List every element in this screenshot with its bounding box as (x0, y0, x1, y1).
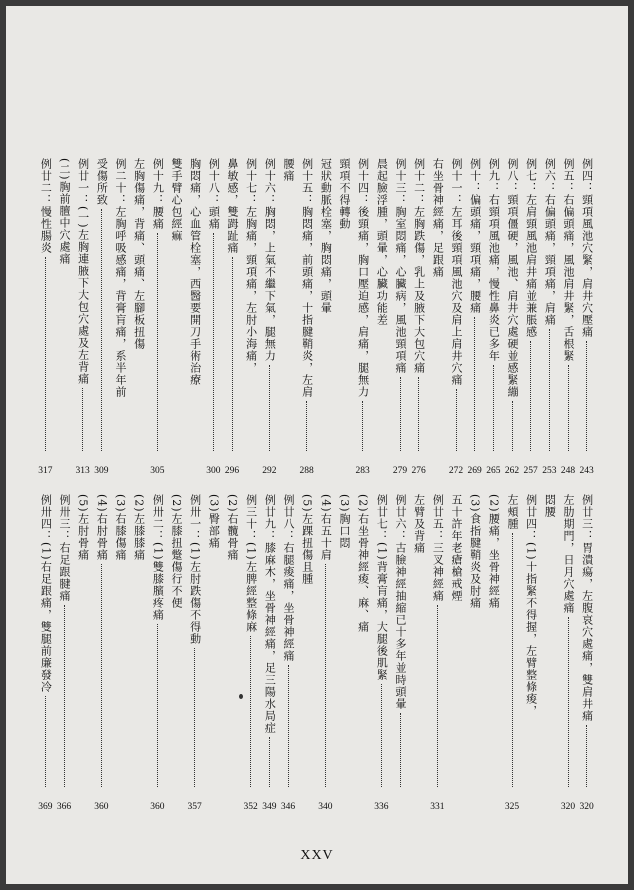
toc-entry-title: 五十許年老瘡槍戒煙 (450, 494, 463, 602)
toc-entry-title: 雙手臂心包經痲 (170, 158, 183, 242)
dot-leader (101, 564, 102, 787)
toc-entry (467, 494, 483, 790)
toc-entry-title: (3)臀部痛 (207, 494, 221, 549)
dot-leader (45, 257, 46, 451)
toc-entry (37, 494, 53, 790)
toc-entry-title: 例廿九：膝麻木，坐骨神經痛，足三陽水局症 (263, 494, 277, 734)
toc-entry (355, 494, 371, 790)
toc-entry (429, 158, 445, 454)
toc-page-number: 336 (374, 802, 389, 812)
toc-entry-title: 例二十：左胸呼吸感痛，背膏肓痛，系半年前 (114, 158, 127, 398)
toc-entry-title: 例四：頸項風池穴緊，肩井穴壓痛 (580, 158, 594, 338)
toc-entry-title: 例十三：胸室悶痛，心臟病，風池頸項痛 (394, 158, 407, 374)
toc-page-number: 283 (355, 466, 370, 476)
toc-page-number: 257 (523, 466, 538, 476)
toc-entry-title: (2)右髖骨痛 (226, 494, 239, 561)
dot-leader (512, 533, 513, 787)
toc-entry-title: 鼻敏感，雙𧿹趾痛 (226, 158, 239, 254)
dot-leader (549, 329, 550, 451)
toc-page-number: 325 (504, 802, 520, 812)
dot-leader (64, 605, 65, 787)
toc-page-number: 331 (430, 802, 445, 812)
toc-entry (93, 158, 109, 454)
toc-entry (56, 158, 72, 454)
toc-entry (168, 158, 184, 454)
toc-entry-title: 例十六：胸悶，上氣不繼下氣，腿無力 (263, 158, 277, 362)
toc-page-number: 300 (206, 466, 221, 476)
toc-entry (392, 494, 408, 790)
toc-page-number: 340 (318, 802, 333, 812)
toc-entry-title: 例廿七：(1)背膏肓痛，大腿後肌緊 (375, 494, 389, 681)
dot-leader (213, 233, 214, 451)
toc-entry (205, 158, 221, 454)
toc-entry (411, 494, 427, 790)
toc-entry-title: (2)左膝扭蹩傷行不便 (170, 494, 183, 609)
toc-entry-title: 例廿四：(1)十指緊不得握，左臂整條痠， (524, 494, 538, 717)
toc-lower-section (36, 494, 596, 812)
toc-entry-title: 左肋期門，日月穴處痛 (562, 494, 575, 614)
toc-page-number: 357 (187, 802, 202, 812)
toc-entry-title: 例十一：左耳後頸項風池穴及肩上肩井穴痛 (450, 158, 463, 386)
toc-entry (504, 158, 520, 454)
toc-entry-title: 例八：頸項僵硬，風池、肩井穴處硬並感緊繃 (506, 158, 519, 398)
toc-entry-title: (4)右五十肩 (319, 494, 333, 561)
toc-page-number: 313 (75, 466, 90, 476)
toc-page-number: 309 (94, 466, 109, 476)
toc-entry-title: 例九：右頸項風池痛，慢性鼻炎已多年 (487, 158, 501, 362)
toc-entry-title: 例廿一：(一)左胸連腋下大包穴處及左背痛 (76, 158, 90, 385)
toc-entry (560, 158, 576, 454)
toc-entry-title: 冠狀動脈栓塞，胸悶痛，頭暈 (319, 158, 333, 314)
toc-entry (205, 494, 221, 790)
page-folio: XXV (300, 848, 334, 863)
toc-entry (541, 494, 557, 790)
toc-entry-title: (二)胸前膻中穴處痛 (58, 158, 71, 265)
dot-leader (400, 377, 401, 451)
toc-page-number: 320 (579, 802, 594, 812)
toc-entry-title: 左臂及背痛 (412, 494, 426, 554)
toc-entry (280, 494, 296, 790)
dot-leader (269, 365, 270, 451)
toc-entry-title: 例廿五：三叉神經痛 (431, 494, 445, 602)
toc-entry (485, 158, 501, 454)
toc-entry (75, 158, 91, 454)
toc-entry (280, 158, 296, 454)
toc-entry (504, 494, 520, 790)
toc-entry-title: (2)右坐骨神經痠、麻、痛 (356, 494, 370, 633)
toc-page-number: 369 (38, 802, 53, 812)
toc-entry-title: 例廿八：右腿痠痛，坐骨神經痛 (282, 494, 295, 662)
toc-entry-title: 例卅一：(1)左肘跌傷不得動 (188, 494, 202, 645)
toc-entry (373, 158, 389, 454)
toc-page-number: 253 (542, 466, 557, 476)
toc-entry (523, 158, 539, 454)
toc-entry (243, 494, 259, 790)
toc-entry (187, 494, 203, 790)
ink-speck (239, 694, 243, 699)
dot-leader (232, 257, 233, 451)
toc-page-number: 279 (392, 466, 408, 476)
toc-page-number: 366 (56, 802, 72, 812)
dot-leader (493, 365, 494, 451)
toc-entry-title: 例卅四：(1)右足跟痛，雙腿前廉發冷 (39, 494, 53, 693)
toc-entry (579, 158, 595, 454)
toc-entry-title: (4)右肘骨痛 (95, 494, 109, 561)
toc-page-number: 262 (504, 466, 520, 476)
toc-entry (317, 158, 333, 454)
dot-leader (362, 401, 363, 451)
toc-entry (93, 494, 109, 790)
toc-entry (373, 494, 389, 790)
dot-leader (45, 696, 46, 787)
dot-leader (157, 624, 158, 787)
toc-entry-title: 例廿二：慢性腸炎 (39, 158, 53, 254)
toc-entry-title: 例三十：(1)左脾經整條麻 (244, 494, 258, 633)
toc-entry (392, 158, 408, 454)
toc-entry (243, 158, 259, 454)
toc-entry (299, 158, 315, 454)
toc-page-number: 346 (280, 802, 296, 812)
dot-leader (568, 617, 569, 787)
dot-leader (82, 388, 83, 451)
toc-entry-title: 受傷所致 (95, 158, 109, 206)
toc-entry-title: 例十五：胸悶痛，前頭痛，十指腱鞘炎，左肩 (300, 158, 314, 398)
toc-page-number: 269 (467, 466, 482, 476)
toc-page-number: 317 (38, 466, 53, 476)
toc-page-number: 305 (150, 466, 165, 476)
dot-leader (437, 605, 438, 787)
toc-entry-title: (5)左踝扭傷且腫 (300, 494, 314, 585)
dot-leader (250, 636, 251, 787)
toc-entry-title: 例卅三：右足跟腱痛 (58, 494, 71, 602)
toc-entry-title: 悶腰 (543, 494, 557, 518)
dot-leader (456, 389, 457, 451)
toc-entry (411, 158, 427, 454)
dot-leader (269, 737, 270, 787)
dot-leader (586, 341, 587, 451)
dot-leader (157, 233, 158, 451)
toc-upper-section (36, 158, 596, 476)
toc-entry-title: 左胸傷痛，背痛、頭痛、左腳板扭傷 (132, 158, 146, 350)
toc-entry (579, 494, 595, 790)
toc-page-number: 265 (486, 466, 501, 476)
toc-entry (56, 494, 72, 790)
toc-page-number: 276 (411, 466, 426, 476)
toc-page-number: 292 (262, 466, 277, 476)
toc-entry-title: (3)胸口悶 (338, 494, 351, 549)
toc-entry (149, 494, 165, 790)
dot-leader (194, 648, 195, 787)
toc-entry (429, 494, 445, 790)
toc-entry-title: 晨起臉浮腫，頭暈，心臟功能差 (375, 158, 389, 326)
toc-entry (75, 494, 91, 790)
toc-entry (37, 158, 53, 454)
toc-entry-title: 例十四：後頸痛，胸口壓迫感，肩痛，腿無力 (356, 158, 370, 398)
toc-entry-title: 例六：右偏頭痛，頸項痛，肩痛 (543, 158, 557, 326)
toc-page-number: 296 (224, 466, 240, 476)
toc-page-number: 243 (579, 466, 594, 476)
toc-entry-title: (3)食指腱鞘炎及肘痛 (468, 494, 482, 609)
toc-entry (317, 494, 333, 790)
toc-entry-title: (2)腰痛，坐骨神經痛 (487, 494, 501, 609)
toc-entry (168, 494, 184, 790)
toc-entry-title: 例十九：腰痛 (151, 158, 165, 230)
toc-entry (523, 494, 539, 790)
dot-leader (474, 317, 475, 451)
toc-entry (112, 158, 128, 454)
dot-leader (530, 341, 531, 451)
toc-page-number: 320 (560, 802, 576, 812)
toc-entry-title: 胸悶痛，心血管栓塞，西醫要開刀手術治療 (188, 158, 202, 386)
toc-entry-title: 例十七：左胸痛，頸項痛，左肘小海痛， (244, 158, 258, 374)
toc-entry-title: 左頰腫 (506, 494, 519, 530)
toc-entry-title: (3)右膝傷痛 (114, 494, 127, 561)
toc-entry (299, 494, 315, 790)
toc-page-number: 288 (299, 466, 314, 476)
toc-entry-title: 腰痛 (282, 158, 295, 182)
toc-entry-title: 例五：右偏頭痛，風池肩井緊，舌根緊 (562, 158, 575, 362)
toc-page-number: 360 (94, 802, 109, 812)
toc-page-number: 272 (448, 466, 464, 476)
toc-entry (560, 494, 576, 790)
toc-entry-title: 例廿三：胃潰瘍，左腹哀穴處痛，雙肩井痛 (580, 494, 594, 722)
book-page (6, 6, 628, 884)
toc-entry (355, 158, 371, 454)
toc-entry-title: 例十八：頭痛 (207, 158, 221, 230)
toc-entry-title: 例七：左肩頸風池肩井痛並兼脹感 (524, 158, 538, 338)
toc-entry-title: 頸項不得轉動 (338, 158, 351, 230)
toc-entry-title: 例十二：左胸跌傷，乳上及腋下大包穴痛 (412, 158, 426, 374)
dot-leader (306, 401, 307, 451)
toc-entry (224, 494, 240, 790)
toc-entry (131, 158, 147, 454)
toc-entry (336, 494, 352, 790)
toc-entry (485, 494, 501, 790)
dot-leader (381, 684, 382, 787)
toc-entry (448, 494, 464, 790)
toc-entry-title: (2)左膝膝痛 (132, 494, 146, 561)
toc-entry (112, 494, 128, 790)
toc-entry (149, 158, 165, 454)
toc-page-number: 248 (560, 466, 576, 476)
toc-entry-title: 例卅二：(1)雙膝臏疼痛 (151, 494, 165, 621)
toc-entry (336, 158, 352, 454)
dot-leader (400, 713, 401, 787)
toc-page-number: 352 (243, 802, 258, 812)
toc-entry (261, 158, 277, 454)
toc-entry (224, 158, 240, 454)
dot-leader (418, 377, 419, 451)
dot-leader (568, 365, 569, 451)
toc-entry (131, 494, 147, 790)
dot-leader (586, 725, 587, 787)
toc-entry (261, 494, 277, 790)
toc-entry-title: 右坐骨神經痛，足跟痛 (431, 158, 445, 278)
toc-entry (467, 158, 483, 454)
toc-entry (187, 158, 203, 454)
toc-entry (541, 158, 557, 454)
toc-entry-title: 例十：偏頭痛，頸項痛，腰痛 (468, 158, 482, 314)
dot-leader (101, 209, 102, 451)
dot-leader (288, 665, 289, 787)
toc-page-number: 349 (262, 802, 277, 812)
toc-entry (448, 158, 464, 454)
toc-entry-title: (5)左肘骨痛 (76, 494, 90, 561)
toc-page-number: 360 (150, 802, 165, 812)
dot-leader (325, 564, 326, 787)
dot-leader (512, 401, 513, 451)
toc-entry-title: 例廿六：古臉神經抽縮已十多年並時頭暈 (394, 494, 407, 710)
